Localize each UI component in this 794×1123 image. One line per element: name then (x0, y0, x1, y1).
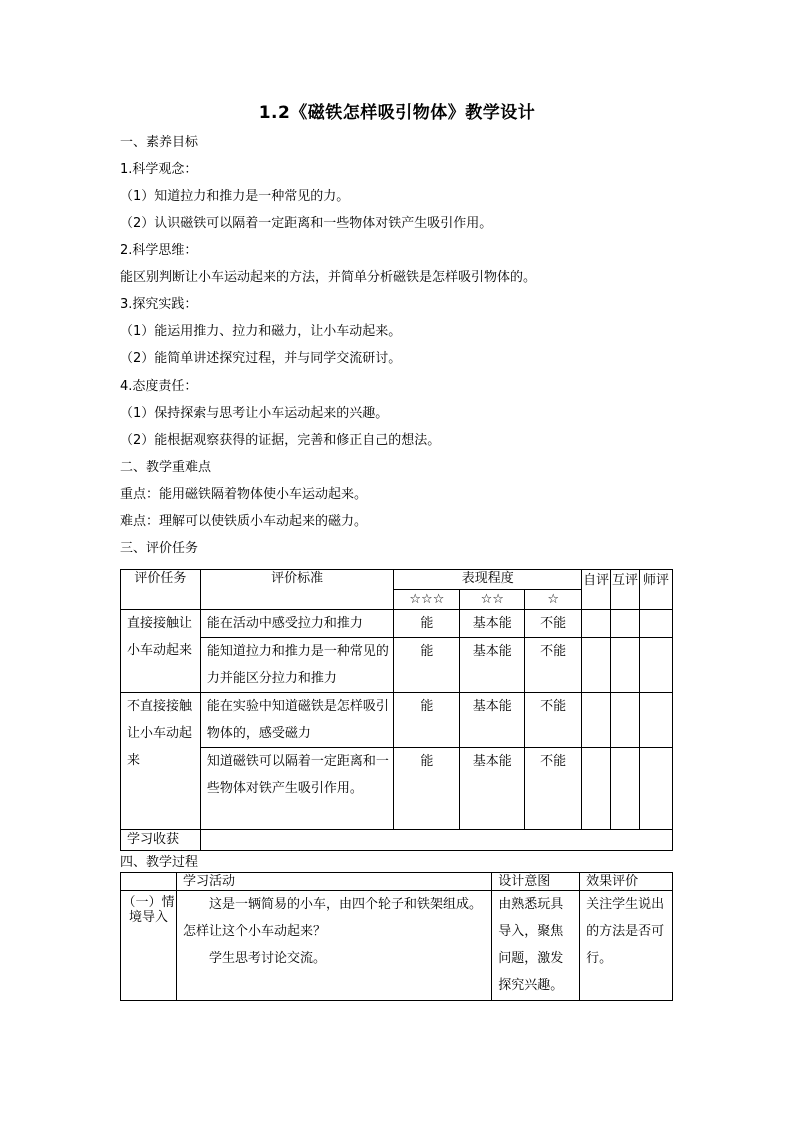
goal-item: 能区别判断让小车运动起来的方法，并简单分析磁铁是怎样吸引物体的。 (120, 270, 537, 285)
evaluation-table (120, 569, 673, 851)
criteria-cell: 能知道拉力和推力是一种常见的力并能区分拉力和推力 (200, 638, 394, 693)
level-cell: 不能 (525, 638, 582, 693)
peer-eval-cell (611, 693, 640, 748)
level-cell: 基本能 (460, 638, 525, 693)
level-cell: 能 (394, 693, 460, 748)
teacher-eval-cell (640, 610, 673, 638)
goal-item: （1）保持探索与思考让小车运动起来的兴趣。 (120, 406, 389, 421)
process-table (120, 872, 673, 1001)
header-effect: 效果评价 (580, 873, 673, 891)
criteria-cell: 能在活动中感受拉力和推力 (200, 610, 394, 638)
intent-cell: 由熟悉玩具导入，聚焦问题，激发探究兴趣。 (492, 891, 580, 1001)
level-cell: 能 (394, 610, 460, 638)
goal-item: （1）能运用推力、拉力和磁力，让小车动起来。 (120, 324, 402, 339)
level-cell: 基本能 (460, 610, 525, 638)
level-cell: 不能 (525, 748, 582, 830)
goal-sub-heading: 1.科学观念： (120, 162, 198, 177)
section-heading-evaluation: 三、评价任务 (120, 541, 199, 556)
self-eval-cell (582, 638, 611, 693)
header-one-star: ☆ (525, 590, 582, 610)
goal-sub-heading: 3.探究实践： (120, 297, 198, 312)
header-self: 自评 (582, 570, 611, 610)
difficult-point: 难点：理解可以使铁质小车动起来的磁力。 (120, 514, 368, 529)
level-cell: 基本能 (460, 748, 525, 830)
goal-item: （1）知道拉力和推力是一种常见的力。 (120, 189, 350, 204)
goal-item: （2）能根据观察获得的证据，完善和修正自己的想法。 (120, 433, 441, 448)
goal-sub-heading: 2.科学思维： (120, 243, 198, 258)
criteria-cell: 知道磁铁可以隔着一定距离和一些物体对铁产生吸引作用。 (200, 748, 394, 830)
level-cell: 不能 (525, 610, 582, 638)
teacher-eval-cell (640, 748, 673, 830)
goal-sub-heading: 4.态度责任： (120, 379, 198, 394)
header-intent: 设计意图 (492, 873, 580, 891)
teacher-eval-cell (640, 693, 673, 748)
level-cell: 基本能 (460, 693, 525, 748)
self-eval-cell (582, 693, 611, 748)
self-eval-cell (582, 610, 611, 638)
effect-cell: 关注学生说出的方法是否可行。 (580, 891, 673, 1001)
header-peer: 互评 (611, 570, 640, 610)
header-activity: 学习活动 (176, 873, 491, 891)
header-criteria: 评价标准 (200, 570, 394, 610)
key-point: 重点：能用磁铁隔着物体使小车运动起来。 (120, 487, 368, 502)
stage-cell: （一）情境导入 (121, 891, 177, 1001)
task-cell: 直接接触让小车动起来 (121, 610, 201, 693)
header-two-stars: ☆☆ (460, 590, 525, 610)
activity-text: 学生思考讨论交流。 (208, 951, 326, 966)
peer-eval-cell (611, 638, 640, 693)
goal-item: （2）能简单讲述探究过程，并与同学交流研讨。 (120, 351, 402, 366)
section-heading-goals: 一、素养目标 (120, 135, 199, 150)
header-three-stars: ☆☆☆ (394, 590, 460, 610)
header-teacher: 师评 (640, 570, 673, 610)
section-heading-key-points: 二、教学重难点 (120, 460, 212, 475)
teacher-eval-cell (640, 638, 673, 693)
section-heading-process: 四、教学过程 (120, 855, 199, 870)
activity-text: 这是一辆简易的小车，由四个轮子和铁架组成。怎样让这个小车动起来？ (182, 897, 482, 939)
header-stage-empty (121, 873, 177, 891)
header-task: 评价任务 (121, 570, 201, 610)
learning-gain-label: 学习收获 (121, 830, 201, 851)
header-performance: 表现程度 (394, 570, 582, 590)
level-cell: 不能 (525, 693, 582, 748)
level-cell: 能 (394, 748, 460, 830)
criteria-cell: 能在实验中知道磁铁是怎样吸引物体的，感受磁力 (200, 693, 394, 748)
peer-eval-cell (611, 748, 640, 830)
learning-gain-cell (200, 830, 672, 851)
peer-eval-cell (611, 610, 640, 638)
goal-item: （2）认识磁铁可以隔着一定距离和一些物体对铁产生吸引作用。 (120, 216, 493, 231)
task-cell: 不直接接触让小车动起来 (121, 693, 201, 830)
document-title: 1.2《磁铁怎样吸引物体》教学设计 (258, 103, 536, 123)
self-eval-cell (582, 748, 611, 830)
level-cell: 能 (394, 638, 460, 693)
